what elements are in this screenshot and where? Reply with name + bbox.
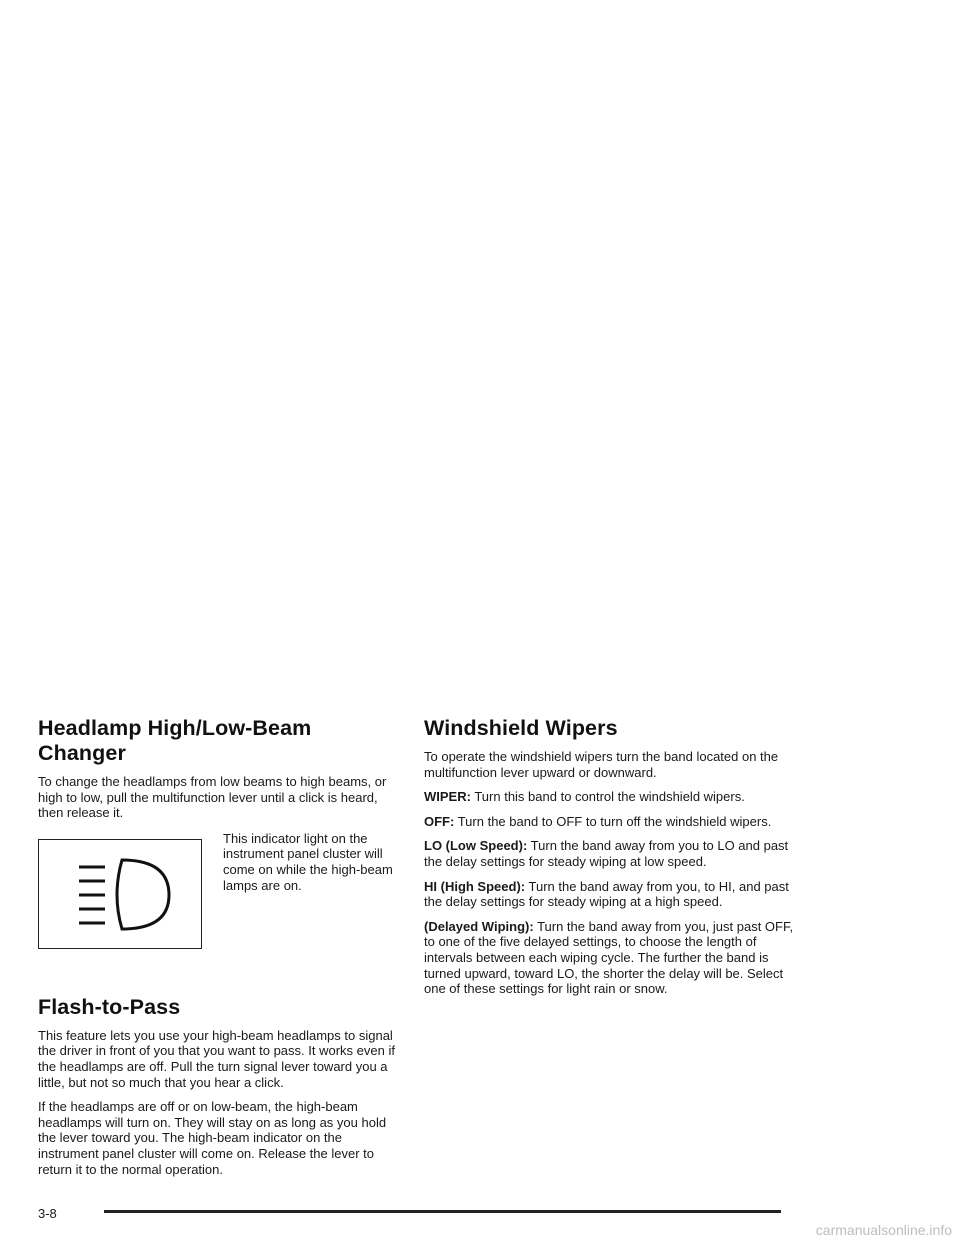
headlamp-intro: To change the headlamps from low beams to high beams, or high to low, pull the multifunction lever until a click is heard, then release it. <box>38 774 387 821</box>
delayed-item-label: (Delayed Wiping): <box>424 918 534 934</box>
flash-paragraph-2: If the headlamps are off or on low-beam, the high-beam headlamps will turn on. They will stay on as long as you hold the lever toward you. The high-beam indicator on the instrument panel cluster will come on. Release the lever to return it to the normal operation. <box>38 1099 387 1177</box>
indicator-description: This indicator light on the instrument panel cluster will come on while the high-beam lamps are on. <box>223 830 393 893</box>
watermark[interactable]: carmanualsonline.info <box>815 1222 952 1238</box>
wipers-intro: To operate the windshield wipers turn the band located on the multifunction lever upward or downward. <box>424 749 779 780</box>
hi-item <box>424 879 794 910</box>
wiper-item-text: Turn this band to control the windshield wipers. <box>474 789 745 805</box>
flash-title: Flash-to-Pass <box>38 994 181 1019</box>
off-item-text: Turn the band to OFF to turn off the windshield wipers. <box>457 813 772 829</box>
flash-paragraph-1: This feature lets you use your high-beam headlamps to signal the driver in front of you that you want to pass. It works even if the headlamps are off. Pull the turn signal lever toward you a little, but not so much that you hear a click. <box>38 1027 395 1090</box>
off-item <box>424 814 794 830</box>
left-column <box>38 716 396 1186</box>
headlamp-title: Headlamp High/Low-Beam Changer <box>38 716 312 765</box>
high-beam-icon <box>39 840 203 950</box>
wiper-item-label: WIPER: <box>424 789 471 805</box>
lo-item-label: LO (Low Speed): <box>424 838 528 854</box>
delayed-item-text: Turn the band away from you, just past OFF, to one of the five delayed settings, to choose the length of intervals between each wiping cycle. The further the band is turned upward, toward LO, the shorter the delay will be. Select one of these settings for light rain or snow. <box>424 918 794 997</box>
lo-item <box>424 838 794 869</box>
delayed-item <box>424 919 794 997</box>
high-beam-indicator-figure <box>38 839 202 949</box>
wiper-item <box>424 789 794 805</box>
wipers-title: Windshield Wipers <box>424 716 618 740</box>
off-item-label: OFF: <box>424 813 455 829</box>
hi-item-text: Turn the band away from you, to HI, and past the delay settings for steady wiping at a high speed. <box>424 878 789 910</box>
footer-rule <box>104 1210 781 1213</box>
right-column <box>424 716 794 1006</box>
page-number: 3-8 <box>38 1206 57 1221</box>
indicator-section <box>38 830 396 973</box>
hi-item-label: HI (High Speed): <box>424 878 526 894</box>
lo-item-text: Turn the band away from you to LO and past the delay settings for steady wiping at low speed. <box>424 838 789 869</box>
